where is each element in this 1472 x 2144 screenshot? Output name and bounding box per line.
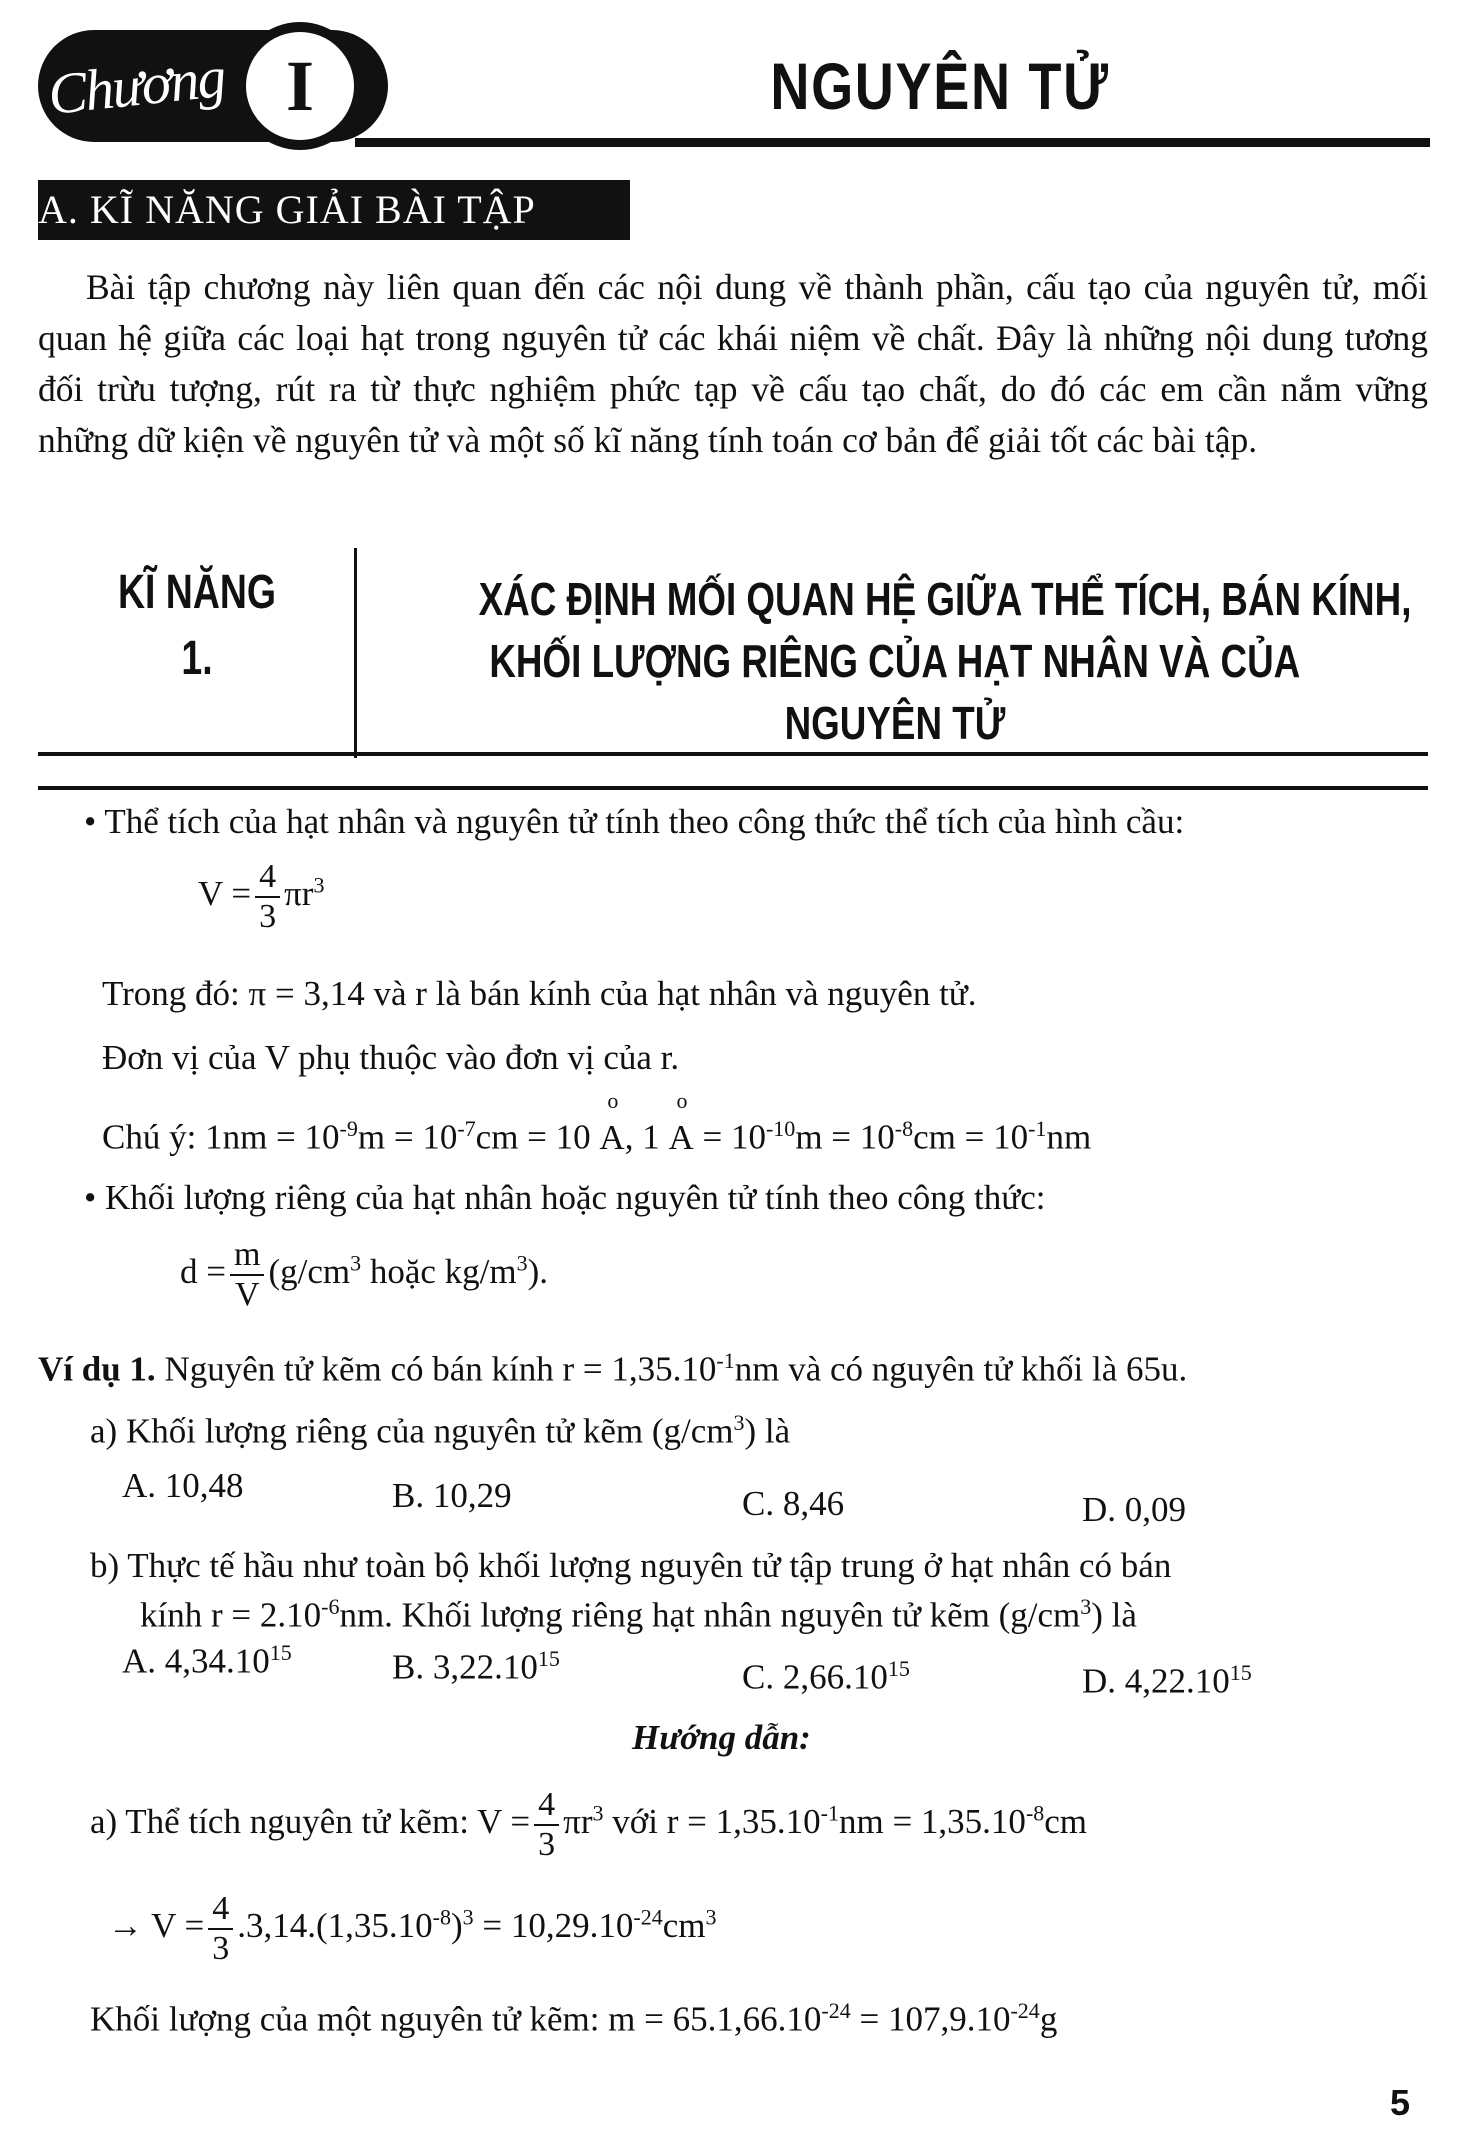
- example-statement: Ví dụ 1. Nguyên tử kẽm có bán kính $r = 1,35.10^{-1}nm$ và có nguyên tử khối là 65u.: [38, 1348, 1188, 1389]
- question-a: a) Khối lượng riêng của nguyên tử kẽm $(g/cm^3)$ là: [90, 1410, 791, 1451]
- question-b-line2: kính $r = 2.10^{-6}nm$. Khối lượng riêng hạt nhân nguyên tử kẽm $(g/cm^3)$ là: [140, 1594, 1137, 1635]
- angstrom-symbol: o A: [599, 1118, 624, 1158]
- skill-label-line2: 1.: [181, 632, 213, 685]
- chapter-word: Chương: [45, 43, 228, 128]
- header-rule: [355, 138, 1430, 147]
- option-a: A. 4,34.10$^{15}$: [122, 1640, 292, 1681]
- page-number: 5: [1390, 2082, 1411, 2123]
- option-b: B. 3,22.10$^{15}$: [392, 1646, 560, 1687]
- question-b-line1: b) Thực tế hầu như toàn bộ khối lượng nguyên tử tập trung ở hạt nhân có bán: [90, 1546, 1172, 1585]
- chapter-number: I: [236, 22, 364, 150]
- bullet-volume: • Thể tích của hạt nhân và nguyên tử tính theo công thức thể tích của hình cầu:: [84, 802, 1185, 841]
- skill-title-line2: KHỐI LƯỢNG RIÊNG CỦA HẠT NHÂN VÀ CỦA: [489, 635, 1301, 687]
- bullet-density: • Khối lượng riêng của hạt nhân hoặc nguyên tử tính theo công thức:: [84, 1178, 1046, 1217]
- skill-label-line1: KĨ NĂNG: [117, 566, 277, 619]
- skill-title-line3: NGUYÊN TỬ: [784, 697, 1006, 749]
- fraction: $\frac{4}{3}$: [255, 858, 280, 936]
- option-c: C. 2,66.10$^{15}$: [742, 1656, 910, 1697]
- chapter-title: NGUYÊN TỬ: [770, 49, 1110, 123]
- formula-density: d = $\frac{m}{V}$ ($g/cm^3$ hoặc $kg/m^3$).: [180, 1236, 549, 1313]
- where-line: Trong đó: π = 3,14 và r là bán kính của hạt nhân và nguyên tử.: [102, 974, 977, 1013]
- option-b: B. 10,29: [392, 1476, 512, 1515]
- section-title: A. KĨ NĂNG GIẢI BÀI TẬP: [38, 180, 630, 240]
- unit-line: Đơn vị của V phụ thuộc vào đơn vị của r.: [102, 1038, 680, 1077]
- skill-label: [73, 560, 321, 692]
- guide-line3: Khối lượng của một nguyên tử kẽm: $m = 65.1,66.10^{-24} = 107,9.10^{-24}g$: [90, 1998, 1058, 2039]
- angstrom-symbol: o A: [668, 1118, 693, 1158]
- skill-divider: [354, 548, 357, 758]
- note-line: Chú ý: $1nm = 10^{-9}m = 10^{-7}cm = 10$ o A, 1 o $A = 10^{-10}m = 10^{-8}cm = 10^{-1}nm$: [102, 1116, 1091, 1158]
- option-a: A. 10,48: [122, 1466, 244, 1505]
- guide-heading: Hướng dẫn:: [632, 1718, 811, 1757]
- guide-line2: → V = $\frac{4}{3}$ $.3,14.(1,35.10^{-8})^3 = 10,29.10^{-24}cm^3$: [108, 1890, 717, 1967]
- skill-rule-top: [38, 752, 1428, 756]
- fraction: $\frac{m}{V}$: [230, 1236, 264, 1314]
- option-d: D. 0,09: [1082, 1490, 1187, 1529]
- intro-paragraph: Bài tập chương này liên quan đến các nội dung về thành phần, cấu tạo của nguyên tử, mối quan hệ giữa các loại hạt trong nguyên tử các khái niệm về chất. Đây là những nội dung tương đối trừu tượng, rút ra từ thực nghiệm phức tạp về cấu tạo chất, do đó các em cần nắm vững những dữ kiện về nguyên tử và một số kĩ năng tính toán cơ bản để giải tốt các bài tập.: [38, 267, 1428, 460]
- skill-rule-bottom: [38, 786, 1428, 790]
- skill-title: [362, 568, 1428, 754]
- fraction: $\frac{4}{3}$: [534, 1786, 559, 1864]
- guide-line1: a) Thể tích nguyên tử kẽm: V = $\frac{4}{3}$ $\pi r^3$ với $r = 1,35.10^{-1}nm = 1,35.10^{-8}cm$: [90, 1786, 1088, 1863]
- fraction: $\frac{4}{3}$: [208, 1890, 233, 1968]
- formula-volume: V = $\frac{4}{3}$ $\pi r^3$: [198, 858, 325, 935]
- option-c: C. 8,46: [742, 1484, 845, 1523]
- option-d: D. 4,22.10$^{15}$: [1082, 1660, 1252, 1701]
- skill-title-line1: XÁC ĐỊNH MỐI QUAN HỆ GIỮA THỂ TÍCH, BÁN KÍNH,: [478, 573, 1412, 625]
